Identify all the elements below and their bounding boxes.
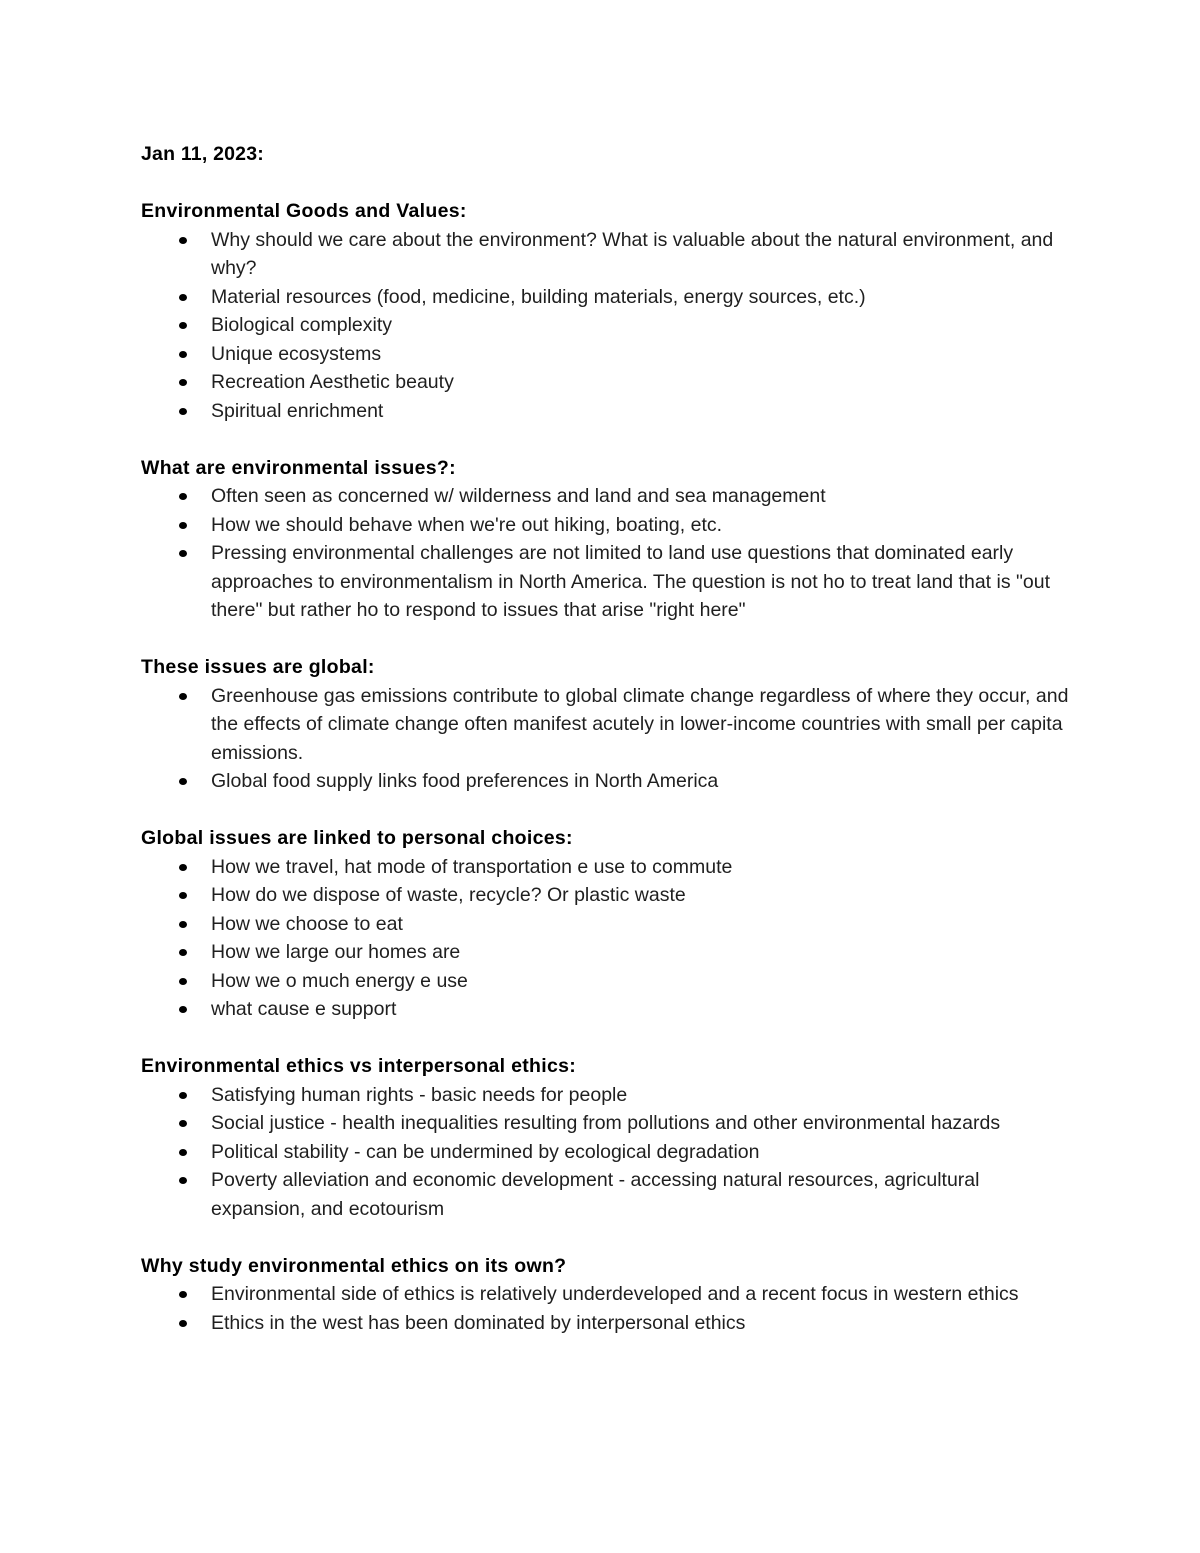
list-item [141, 910, 1071, 939]
list-item-text: Greenhouse gas emissions contribute to global climate change regardless of where they occur, and the effects of climate change often manifest acutely in lower-income countries with small per capita emissions. [211, 684, 1069, 764]
list-item [141, 368, 1071, 397]
bullet-icon [179, 322, 187, 329]
bullet-icon [179, 379, 187, 386]
bullet-icon [179, 522, 187, 529]
section-heading: Environmental Goods and Values: [141, 200, 467, 222]
list-item [141, 397, 1071, 426]
list-item-text: what cause e support [211, 998, 397, 1020]
bullet-list [141, 226, 1071, 426]
section [141, 1052, 1071, 1223]
section [141, 824, 1071, 1024]
list-item [141, 967, 1071, 996]
list-item-text: Political stability - can be undermined by ecological degradation [211, 1140, 760, 1163]
list-item [141, 682, 1071, 768]
bullet-icon [179, 1092, 187, 1099]
list-item-text: Poverty alleviation and economic development - accessing natural resources, agricultural expansion, and ecotourism [211, 1169, 980, 1220]
list-item [141, 767, 1071, 796]
list-item-text: How we should behave when we're out hiking, boating, etc. [211, 513, 723, 536]
list-item [141, 1309, 1071, 1338]
list-item [141, 1081, 1071, 1110]
bullet-icon [179, 978, 187, 985]
list-item-text: Global food supply links food preferences in North America [211, 770, 719, 792]
list-item [141, 881, 1071, 910]
section-heading: These issues are global: [141, 656, 375, 678]
list-item-text: Environmental side of ethics is relatively underdeveloped and a recent focus in western ethics [211, 1283, 1019, 1305]
list-item-text: Biological complexity [211, 314, 392, 336]
bullet-icon [179, 892, 187, 899]
bullet-icon [179, 1177, 187, 1184]
list-item-text: How we travel, hat mode of transportation e use to commute [211, 855, 733, 878]
bullet-icon [179, 1320, 187, 1327]
bullet-list [141, 1280, 1071, 1337]
list-item [141, 226, 1071, 283]
list-item-text: How do we dispose of waste, recycle? Or plastic waste [211, 884, 686, 906]
bullet-icon [179, 1006, 187, 1013]
list-item [141, 539, 1071, 625]
bullet-list [141, 1081, 1071, 1224]
list-item [141, 1280, 1071, 1309]
list-item [141, 511, 1071, 540]
bullet-icon [179, 351, 187, 358]
list-item-text: Unique ecosystems [211, 342, 382, 365]
section [141, 454, 1071, 625]
list-item-text: Why should we care about the environment? What is valuable about the natural environment, and why? [211, 228, 1054, 279]
bullet-icon [179, 864, 187, 871]
bullet-icon [179, 294, 187, 301]
list-item-text: Material resources (food, medicine, building materials, energy sources, etc.) [211, 285, 866, 308]
list-item [141, 311, 1071, 340]
bullet-icon [179, 493, 187, 500]
bullet-list [141, 853, 1071, 1024]
document-page [141, 140, 1071, 1337]
bullet-icon [179, 1149, 187, 1156]
note-date: Jan 11, 2023: [141, 143, 264, 165]
list-item-text: Recreation Aesthetic beauty [211, 371, 454, 393]
list-item-text: How we o much energy e use [211, 969, 468, 992]
list-item [141, 340, 1071, 369]
bullet-icon [179, 693, 187, 700]
list-item-text: Social justice - health inequalities resulting from pollutions and other environmental hazards [211, 1112, 1001, 1134]
bullet-icon [179, 237, 187, 244]
list-item [141, 938, 1071, 967]
list-item-text: Often seen as concerned w/ wilderness and land and sea management [211, 485, 826, 507]
list-item [141, 995, 1071, 1024]
bullet-icon [179, 949, 187, 956]
bullet-list [141, 682, 1071, 796]
list-item-text: How we choose to eat [211, 912, 403, 935]
bullet-icon [179, 1120, 187, 1127]
list-item-text: Ethics in the west has been dominated by interpersonal ethics [211, 1311, 746, 1334]
list-item-text: Spiritual enrichment [211, 399, 384, 422]
section [141, 197, 1071, 425]
bullet-icon [179, 408, 187, 415]
list-item-text: Pressing environmental challenges are not limited to land use questions that dominated early approaches to environmentalism in North America. The question is not ho to treat land that is "out there" but rather ho to respond to issues that arise "right here" [211, 542, 1051, 621]
bullet-list [141, 482, 1071, 625]
section [141, 1252, 1071, 1338]
section-heading: Global issues are linked to personal choices: [141, 827, 573, 849]
section-heading: What are environmental issues?: [141, 456, 456, 479]
list-item [141, 283, 1071, 312]
bullet-icon [179, 550, 187, 557]
list-item [141, 482, 1071, 511]
bullet-icon [179, 778, 187, 785]
list-item [141, 853, 1071, 882]
bullet-icon [179, 921, 187, 928]
list-item [141, 1138, 1071, 1167]
section-heading: Why study environmental ethics on its own? [141, 1254, 567, 1277]
section [141, 653, 1071, 796]
section-heading: Environmental ethics vs interpersonal ethics: [141, 1055, 577, 1077]
list-item-text: How we large our homes are [211, 941, 461, 963]
sections-container [141, 197, 1071, 1337]
bullet-icon [179, 1291, 187, 1298]
list-item [141, 1109, 1071, 1138]
list-item-text: Satisfying human rights - basic needs for people [211, 1083, 628, 1106]
list-item [141, 1166, 1071, 1223]
